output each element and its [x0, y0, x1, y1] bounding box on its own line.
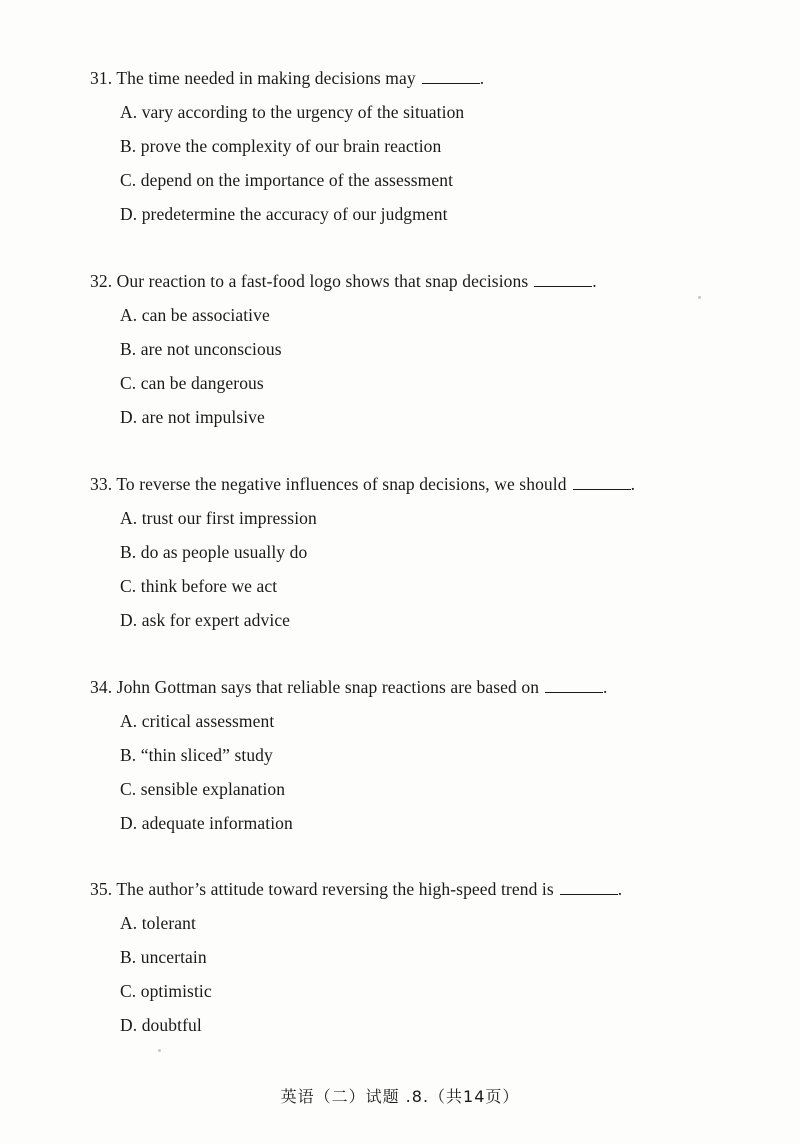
- option-a: [120, 507, 730, 529]
- option-letter: C.: [120, 779, 137, 799]
- question-tail: .: [592, 271, 597, 291]
- question-tail: .: [479, 68, 485, 88]
- option-letter: D.: [120, 407, 138, 427]
- option-letter: D.: [120, 204, 138, 224]
- option-a: [120, 304, 730, 326]
- option-text: critical assessment: [141, 711, 275, 731]
- option-letter: A.: [120, 508, 138, 528]
- answer-blank: [573, 475, 631, 490]
- option-c: [120, 169, 730, 191]
- option-letter: A.: [120, 711, 138, 731]
- question-text: To reverse the negative influences of snap decisions, we should: [116, 474, 567, 494]
- option-text: sensible explanation: [140, 779, 286, 799]
- option-text: predetermine the accuracy of our judgment: [141, 204, 448, 224]
- question-35: [90, 878, 730, 1036]
- option-text: ask for expert advice: [141, 610, 291, 630]
- scan-speck: [158, 1049, 161, 1052]
- option-b: [120, 541, 730, 563]
- page-footer: 英语（二）试题 .8.（共14页）: [280, 1087, 520, 1106]
- question-number: 32.: [90, 271, 113, 291]
- option-b: [120, 744, 730, 766]
- question-number: 34.: [90, 677, 113, 697]
- option-c: [120, 980, 730, 1002]
- option-d: [120, 406, 730, 428]
- question-text: The time needed in making decisions may: [116, 68, 416, 88]
- question-stem: [90, 676, 730, 698]
- option-letter: C.: [120, 373, 137, 393]
- option-text: are not unconscious: [140, 339, 282, 359]
- question-32: [90, 270, 730, 428]
- question-31: [90, 67, 730, 225]
- option-letter: B.: [120, 947, 137, 967]
- option-letter: C.: [120, 981, 137, 1001]
- option-text: “thin sliced” study: [140, 745, 273, 765]
- question-stem: [90, 473, 730, 495]
- question-tail: .: [603, 677, 608, 697]
- option-letter: A.: [120, 305, 138, 325]
- option-text: prove the complexity of our brain reaction: [140, 136, 442, 156]
- option-letter: A.: [120, 102, 138, 122]
- option-letter: D.: [120, 1015, 138, 1035]
- option-text: trust our first impression: [141, 508, 317, 528]
- option-text: adequate information: [141, 813, 293, 833]
- option-b: [120, 135, 730, 157]
- option-c: [120, 575, 730, 597]
- option-d: [120, 812, 730, 834]
- answer-blank: [534, 272, 592, 287]
- option-text: do as people usually do: [140, 542, 308, 562]
- question-number: 33.: [90, 474, 113, 494]
- option-text: tolerant: [141, 913, 196, 933]
- question-stem: [90, 270, 730, 292]
- question-stem: [90, 878, 730, 900]
- answer-blank: [545, 678, 603, 693]
- question-text: John Gottman says that reliable snap reactions are based on: [116, 677, 540, 697]
- option-text: depend on the importance of the assessment: [140, 170, 454, 190]
- option-a: [120, 101, 730, 123]
- option-d: [120, 203, 730, 225]
- question-text: Our reaction to a fast-food logo shows that snap decisions: [116, 271, 529, 291]
- option-a: [120, 912, 730, 934]
- option-d: [120, 609, 730, 631]
- question-34: [90, 676, 730, 834]
- option-text: uncertain: [140, 947, 207, 967]
- option-text: are not impulsive: [141, 407, 265, 427]
- option-text: doubtful: [141, 1015, 202, 1035]
- question-tail: .: [617, 879, 623, 899]
- question-text: The author’s attitude toward reversing the high-speed trend is: [116, 879, 554, 899]
- option-text: can be associative: [141, 305, 270, 325]
- option-text: think before we act: [140, 576, 278, 596]
- option-letter: C.: [120, 170, 137, 190]
- option-letter: B.: [120, 339, 137, 359]
- option-letter: C.: [120, 576, 137, 596]
- question-tail: .: [630, 474, 636, 494]
- answer-blank: [560, 880, 618, 895]
- option-letter: B.: [120, 745, 137, 765]
- option-text: optimistic: [140, 981, 212, 1001]
- option-text: vary according to the urgency of the situation: [141, 102, 465, 122]
- option-text: can be dangerous: [140, 373, 264, 393]
- option-b: [120, 338, 730, 360]
- option-letter: A.: [120, 913, 138, 933]
- option-letter: D.: [120, 610, 138, 630]
- option-a: [120, 710, 730, 732]
- option-c: [120, 372, 730, 394]
- option-letter: B.: [120, 542, 137, 562]
- question-number: 35.: [90, 879, 113, 899]
- answer-blank: [422, 69, 480, 84]
- option-letter: D.: [120, 813, 138, 833]
- question-33: [90, 473, 730, 631]
- scan-speck: [698, 296, 701, 299]
- question-number: 31.: [90, 68, 113, 88]
- question-stem: [90, 67, 730, 89]
- option-b: [120, 946, 730, 968]
- option-letter: B.: [120, 136, 137, 156]
- option-d: [120, 1014, 730, 1036]
- option-c: [120, 778, 730, 800]
